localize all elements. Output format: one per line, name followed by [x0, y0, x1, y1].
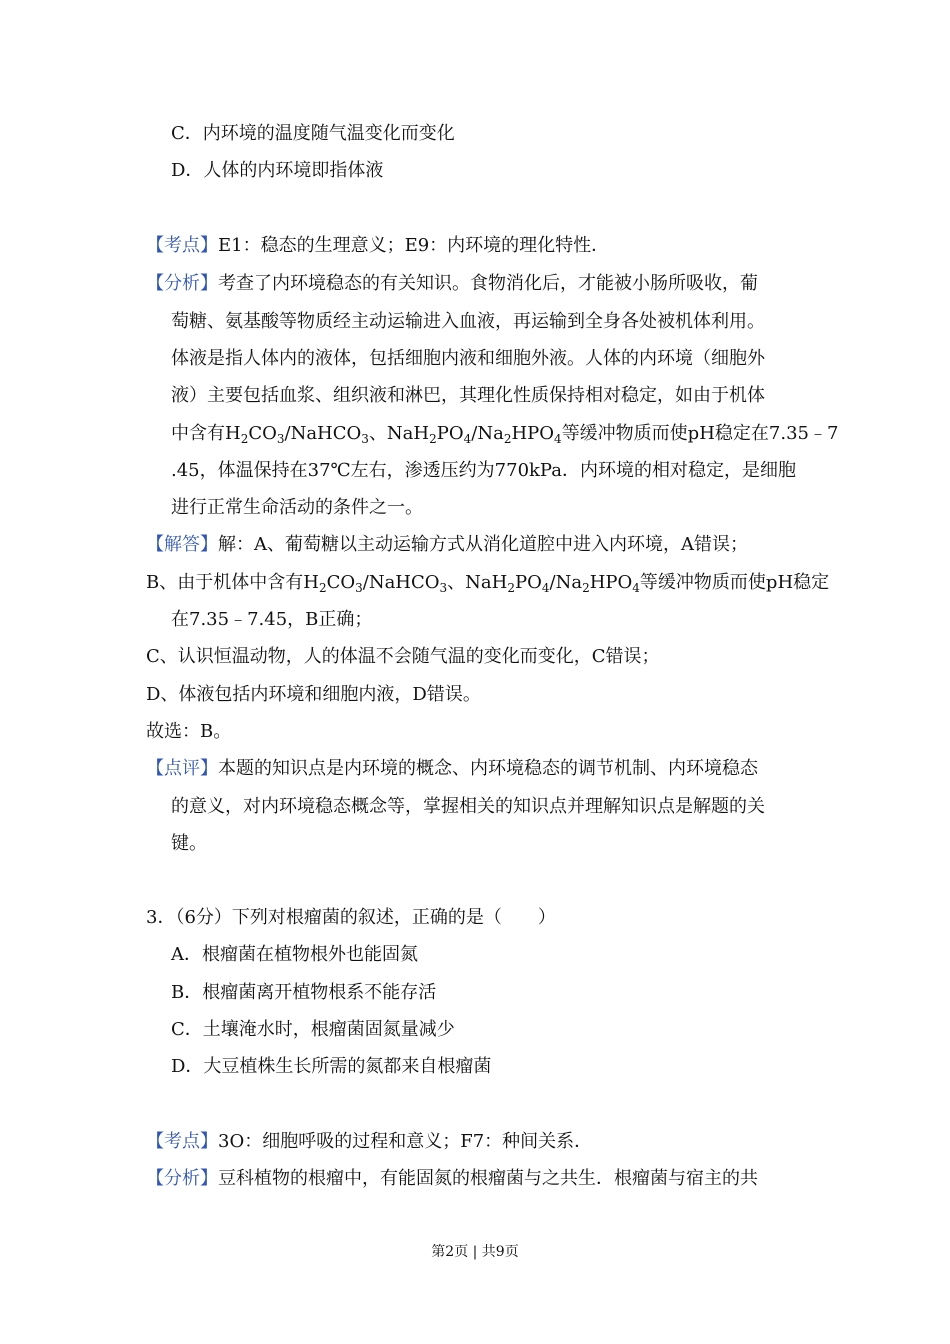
q2-fenxi-line-2: 萄糖、氨基酸等物质经主动运输进入血液，再运输到全身各处被机体利用。 [171, 311, 765, 332]
fenxi-tag: 【分析】 [146, 1168, 218, 1189]
fenxi-tag: 【分析】 [146, 273, 218, 294]
kaodian-text: E1：稳态的生理意义；E9：内环境的理化特性． [218, 235, 610, 256]
q3-option-a: A．根瘤菌在植物根外也能固氮 [171, 944, 418, 965]
q2-fenxi-line-7: 进行正常生命活动的条件之一。 [171, 497, 423, 518]
dianping-tag: 【点评】 [146, 758, 218, 779]
q2-jieda-line-6: 故选：B。 [146, 721, 232, 742]
jieda-text: 解：A、葡萄糖以主动运输方式从消化道腔中进入内环境，A错误； [218, 534, 748, 555]
kaodian-tag: 【考点】 [146, 235, 218, 256]
page-footer: 第2页 | 共9页 [431, 1244, 519, 1260]
q3-option-b: B．根瘤菌离开植物根系不能存活 [171, 982, 437, 1003]
q2-fenxi-line-1 [146, 272, 758, 296]
q2-jieda-line-4: C、认识恒温动物，人的体温不会随气温的变化而变化，C错误； [146, 646, 660, 667]
kaodian-tag: 【考点】 [146, 1131, 218, 1152]
q2-fenxi-line-6: .45，体温保持在37℃左右，渗透压约为770kPa．内环境的相对稳定，是细胞 [171, 460, 796, 481]
q2-fenxi-line-5: 中含有$H_2CO_3/NaHCO_3$、$NaH_2PO_4/Na_2HPO_4$等缓冲物质而使pH稳定在7.35﹣7 [171, 423, 839, 446]
q3-option-d: D．大豆植株生长所需的氮都来自根瘤菌 [171, 1056, 492, 1077]
q2-dianping-line-1 [146, 757, 758, 781]
q3-fenxi-line-1 [146, 1167, 758, 1191]
q3-option-c: C．土壤淹水时，根瘤菌固氮量减少 [171, 1019, 455, 1040]
q2-option-c: C．内环境的温度随气温变化而变化 [171, 123, 455, 144]
q2-option-d: D．人体的内环境即指体液 [171, 160, 384, 181]
q2-dianping-line-3: 键。 [171, 833, 207, 854]
q2-jieda-line-5: D、体液包括内环境和细胞内液，D错误。 [146, 684, 481, 705]
q3-kaodian [146, 1130, 592, 1154]
q3-stem: 3．（6分）下列对根瘤菌的叙述，正确的是（ ） [146, 907, 556, 928]
q2-fenxi-line-4: 液）主要包括血浆、组织液和淋巴，其理化性质保持相对稳定，如由于机体 [171, 385, 765, 406]
q2-kaodian [146, 234, 609, 258]
q2-jieda-line-2: B、由于机体中含有$H_2CO_3/NaHCO_3$、$NaH_2PO_4/Na_2HPO_4$等缓冲物质而使pH稳定 [146, 572, 830, 595]
fenxi-text: 豆科植物的根瘤中，有能固氮的根瘤菌与之共生．根瘤菌与宿主的共 [218, 1168, 758, 1189]
q2-dianping-line-2: 的意义，对内环境稳态概念等，掌握相关的知识点并理解知识点是解题的关 [171, 796, 765, 817]
q2-jieda-line-1 [146, 533, 748, 557]
jieda-tag: 【解答】 [146, 534, 218, 555]
q2-jieda-line-3: 在7.35﹣7.45，B正确； [171, 609, 373, 630]
fenxi-text: 考查了内环境稳态的有关知识。食物消化后，才能被小肠所吸收，葡 [218, 273, 758, 294]
q2-fenxi-line-3: 体液是指人体内的液体，包括细胞内液和细胞外液。人体的内环境（细胞外 [171, 348, 765, 369]
kaodian-text: 3O：细胞呼吸的过程和意义；F7：种间关系． [218, 1131, 593, 1152]
dianping-text: 本题的知识点是内环境的概念、内环境稳态的调节机制、内环境稳态 [218, 758, 758, 779]
